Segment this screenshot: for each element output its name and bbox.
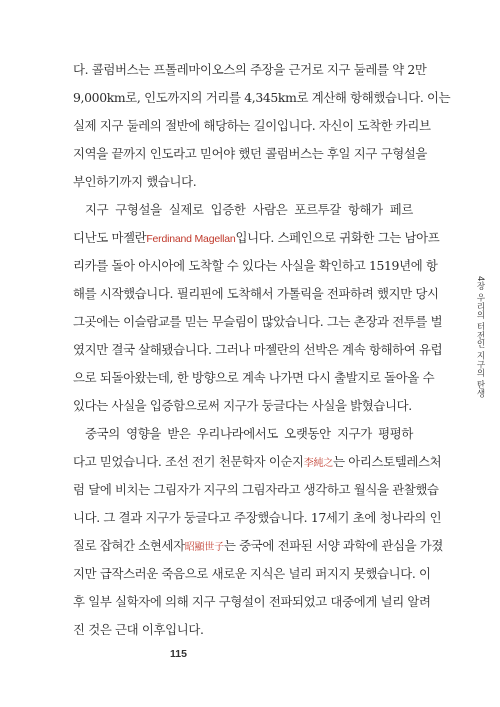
chapter-running-header: 4장 우리의 터전인 지구의 탄생 bbox=[475, 276, 485, 398]
page-number: 115 bbox=[170, 648, 187, 660]
text-line: 후 일부 실학자에 의해 지구 구형설이 전파되었고 대중에게 널리 알려 bbox=[73, 594, 431, 609]
text-run: 디난도 마젤란 bbox=[73, 230, 147, 245]
text-line: 지구 구형설을 실제로 입증한 사람은 포르투갈 항해가 페르 bbox=[85, 202, 413, 217]
text-run: 입니다. 스페인으로 귀화한 그는 남아프 bbox=[235, 230, 440, 245]
text-line bbox=[73, 452, 442, 474]
text-line: 지역을 끝까지 인도라고 믿어야 했던 콜럼버스는 후일 지구 구형설을 bbox=[73, 146, 428, 161]
text-line: 있다는 사실을 입증함으로써 지구가 둥글다는 사실을 밝혔습니다. bbox=[73, 398, 412, 413]
text-run: 는 중국에 전파된 서양 과학에 관심을 가졌 bbox=[223, 538, 444, 553]
text-run: 질로 잡혀간 소현세자 bbox=[73, 538, 185, 553]
text-line: 부인하기까지 했습니다. bbox=[73, 174, 197, 189]
hanja-gloss: 昭顯世子 bbox=[184, 542, 224, 553]
text-run: 다고 믿었습니다. 조선 전기 천문학자 이순지 bbox=[73, 454, 304, 469]
text-line: 진 것은 근대 이후입니다. bbox=[73, 622, 204, 637]
text-line: 다. 콜럼버스는 프톨레마이오스의 주장을 근거로 지구 둘레를 약 2만 bbox=[73, 62, 427, 77]
text-line: 그곳에는 이슬람교를 믿는 무슬림이 많았습니다. 그는 촌장과 전투를 벌 bbox=[73, 314, 443, 329]
text-line: 였지만 결국 살해됐습니다. 그러나 마젤란의 선박은 계속 항해하여 유럽 bbox=[73, 342, 443, 357]
text-line: 지만 급작스러운 죽음으로 새로운 지식은 널리 퍼지지 못했습니다. 이 bbox=[73, 566, 431, 581]
text-line: 실제 지구 둘레의 절반에 해당하는 길이입니다. 자신이 도착한 카리브 bbox=[73, 118, 431, 133]
text-line: 으로 되돌아왔는데, 한 방향으로 계속 나가면 다시 출발지로 돌아올 수 bbox=[73, 370, 435, 385]
text-line: 9,000km로, 인도까지의 거리를 4,345km로 계산해 항해했습니다. 이는 bbox=[73, 90, 451, 105]
text-line: 중국의 영향을 받은 우리나라에서도 오랫동안 지구가 평평하 bbox=[85, 426, 413, 441]
text-line bbox=[73, 228, 440, 249]
text-line bbox=[73, 536, 444, 558]
text-line: 해를 시작했습니다. 필리핀에 도착해서 가톨릭을 전파하려 했지만 당시 bbox=[73, 286, 439, 301]
text-line: 리카를 돌아 아시아에 도착할 수 있다는 사실을 확인하고 1519년에 항 bbox=[73, 258, 438, 273]
text-line: 니다. 그 결과 지구가 둥글다고 주장했습니다. 17세기 초에 청나라의 인 bbox=[73, 510, 442, 525]
hanja-gloss: 李純之 bbox=[303, 458, 334, 469]
text-run: 는 아리스토텔레스처 bbox=[333, 454, 442, 469]
latin-gloss: Ferdinand Magellan bbox=[146, 233, 236, 245]
text-line: 럼 달에 비치는 그림자가 지구의 그림자라고 생각하고 월식을 관찰했습 bbox=[73, 482, 439, 497]
